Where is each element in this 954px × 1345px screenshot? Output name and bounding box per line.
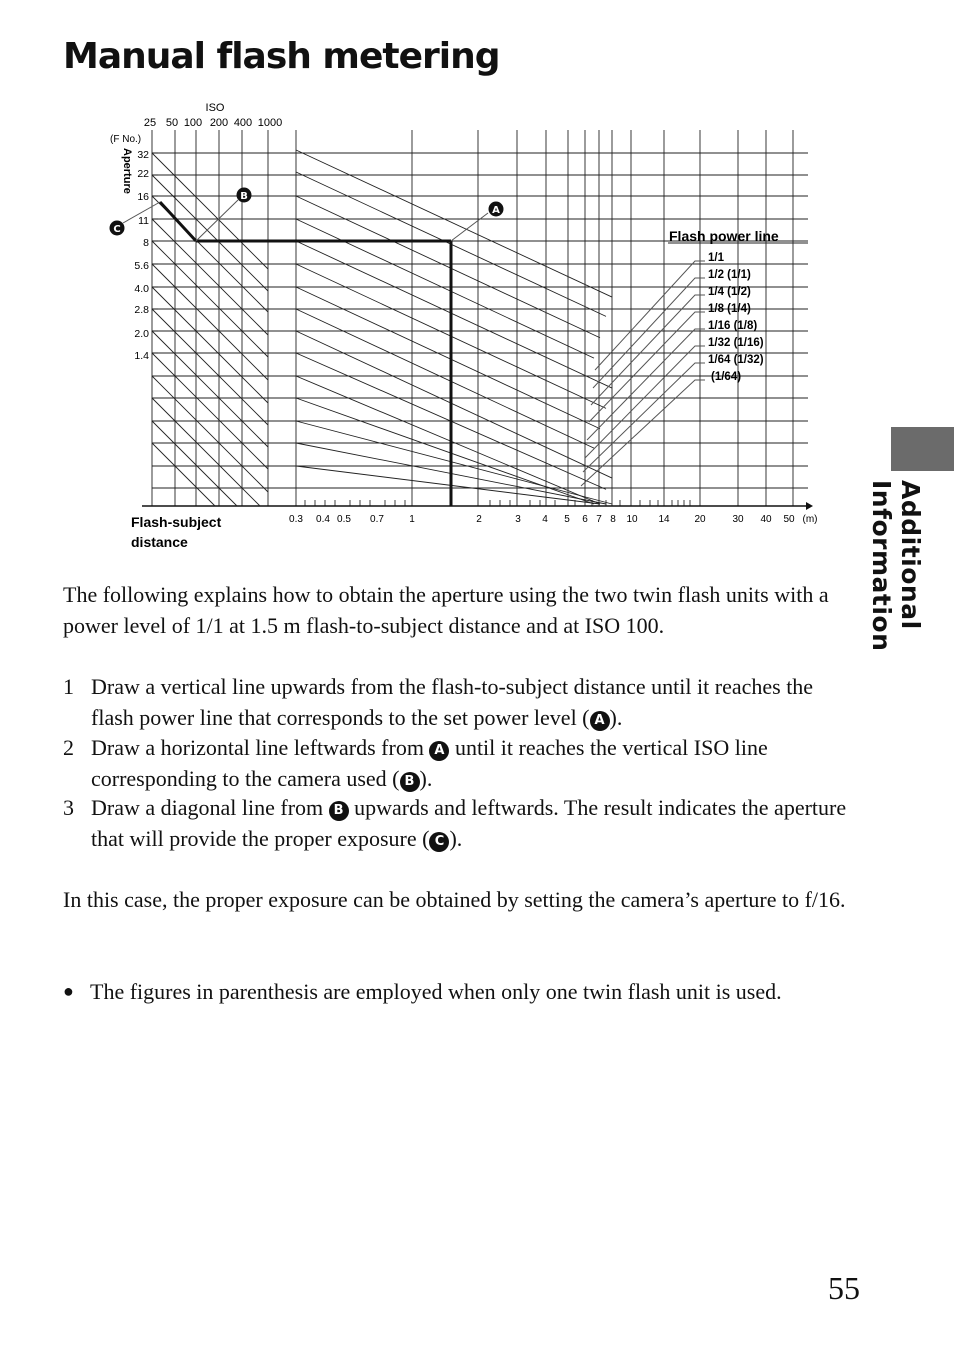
step-text-end: ). (609, 705, 623, 730)
distance-tick-label: 30 (732, 514, 744, 525)
section-tab (891, 427, 954, 471)
step-text-middle: until it reaches the vertical ISO line corresponding to the camera used ( (91, 735, 768, 791)
flash-power-level-label: 1/4 (1/2) (708, 286, 751, 298)
distance-diagonal (296, 309, 594, 448)
distance-axis-label-line1: Flash-subject (131, 514, 222, 530)
flash-power-level-label: (1/64) (711, 371, 742, 383)
page-number: 55 (828, 1270, 860, 1306)
iso-diagonal (152, 287, 268, 403)
iso-diagonal (152, 421, 237, 506)
marker-c-label: C (113, 224, 121, 235)
iso-tick-label: 100 (183, 117, 203, 129)
distance-tick-label: 8 (610, 514, 616, 525)
step-text: Draw a vertical line upwards from the flash-to-subject distance until it reaches the flash power line that corresponds to the set power level ( (91, 674, 814, 730)
distance-tick-label: 20 (694, 514, 706, 525)
marker-a-icon: A (590, 711, 610, 731)
iso-axis-label: ISO (205, 102, 225, 114)
distance-tick-label: 2 (476, 514, 482, 525)
aperture-tick-label: 22 (137, 168, 149, 180)
step-text: Draw a horizontal line leftwards from (91, 735, 430, 760)
step-3 (63, 792, 853, 854)
flash-power-level-label: 1/64 (1/32) (708, 354, 764, 366)
distance-tick-label: 7 (596, 514, 602, 525)
step-text-end: ). (449, 826, 463, 851)
marker-a-icon: A (429, 741, 449, 761)
step-text-end: ). (419, 766, 433, 791)
distance-tick-label: 10 (626, 514, 638, 525)
flash-metering-chart (0, 95, 954, 565)
marker-c-icon: C (429, 832, 449, 852)
iso-tick-label: 400 (233, 117, 253, 129)
flash-power-leader (589, 312, 705, 422)
distance-tick-label: 4 (542, 514, 548, 525)
example-diagonal-line (160, 202, 196, 241)
flash-power-leader (585, 346, 705, 458)
bullet-icon: ● (63, 981, 74, 1001)
iso-diagonal (152, 376, 268, 492)
step-text-middle: upwards and leftwards. The result indicates the aperture that will provide the proper exposure ( (91, 795, 847, 851)
marker-b-leader (196, 200, 238, 241)
distance-diagonal (296, 196, 600, 338)
distance-tick-label: 40 (760, 514, 772, 525)
distance-tick-label: 0.3 (289, 514, 303, 525)
axis-arrow-icon (806, 502, 813, 510)
distance-axis-label-line2: distance (131, 534, 188, 550)
distance-tick-label: 0.5 (337, 514, 351, 525)
distance-diagonal (296, 287, 600, 429)
iso-diagonal (152, 331, 268, 447)
marker-a-label: A (492, 205, 500, 216)
aperture-tick-label: 32 (137, 149, 149, 161)
marker-b-icon: B (400, 772, 420, 792)
distance-tick-label: 14 (658, 514, 670, 525)
step-1 (63, 671, 853, 733)
iso-diagonal (152, 241, 268, 357)
aperture-unit-label: (F No.) (110, 134, 142, 145)
aperture-tick-label: 4.0 (134, 283, 149, 295)
iso-diagonal (152, 398, 260, 506)
step-number: 2 (63, 735, 74, 760)
iso-tick-label: 1000 (257, 117, 283, 129)
distance-unit-label: (m) (802, 514, 818, 525)
iso-diagonal (152, 309, 268, 425)
flash-power-level-label: 1/1 (708, 252, 724, 264)
iso-tick-label: 25 (143, 117, 157, 129)
flash-power-level-label: 1/2 (1/1) (708, 269, 751, 281)
distance-tick-label: 1 (409, 514, 415, 525)
aperture-tick-label: 5.6 (134, 260, 149, 272)
flash-power-level-label: 1/16 (1/8) (708, 320, 758, 332)
aperture-tick-label: 2.0 (134, 328, 149, 340)
aperture-tick-label: 16 (137, 191, 149, 203)
aperture-axis-label: Aperture (121, 148, 133, 194)
step-number: 3 (63, 795, 74, 820)
distance-tick-label: 0.7 (370, 514, 384, 525)
aperture-tick-label: 8 (143, 237, 149, 249)
note-text: The figures in parenthesis are employed when only one twin flash unit is used. (90, 979, 782, 1004)
iso-diagonal (152, 264, 268, 380)
section-label: Additional Information (867, 480, 925, 652)
distance-tick-label: 0.4 (316, 514, 330, 525)
iso-tick-label: 50 (165, 117, 179, 129)
step-number: 1 (63, 674, 74, 699)
chart-diagonals (152, 150, 612, 506)
flash-power-level-label: 1/32 (1/16) (708, 337, 764, 349)
marker-b-label: B (240, 191, 248, 202)
aperture-tick-label: 2.8 (134, 304, 149, 316)
iso-diagonal (152, 219, 268, 335)
note-bullet (63, 976, 853, 1007)
aperture-tick-label: 11 (138, 215, 149, 227)
distance-tick-label: 3 (515, 514, 521, 525)
distance-tick-label: 50 (783, 514, 795, 525)
distance-diagonal (296, 241, 612, 388)
distance-tick-label: 6 (582, 514, 588, 525)
flash-power-leader (595, 261, 705, 370)
iso-diagonal (152, 353, 268, 469)
step-2 (63, 732, 853, 794)
page-title: Manual flash metering (63, 36, 500, 77)
flash-power-level-label: 1/8 (1/4) (708, 303, 751, 315)
intro-paragraph: The following explains how to obtain the aperture using the two twin flash units with a power level of 1/1 at 1.5 m flash-to-subject distance and at ISO 100. (63, 582, 829, 638)
marker-b-icon: B (329, 801, 349, 821)
aperture-tick-label: 1.4 (134, 350, 149, 362)
iso-tick-label: 200 (209, 117, 229, 129)
conclusion-paragraph: In this case, the proper exposure can be obtained by setting the camera’s aperture to f/16. (63, 887, 846, 912)
step-text: Draw a diagonal line from (91, 795, 329, 820)
distance-diagonal (296, 421, 612, 504)
distance-diagonal (296, 150, 612, 297)
flash-power-line-title: Flash power line (669, 228, 779, 244)
distance-tick-label: 5 (564, 514, 570, 525)
power-leader-lines (581, 243, 808, 486)
flash-power-leader (593, 278, 705, 388)
